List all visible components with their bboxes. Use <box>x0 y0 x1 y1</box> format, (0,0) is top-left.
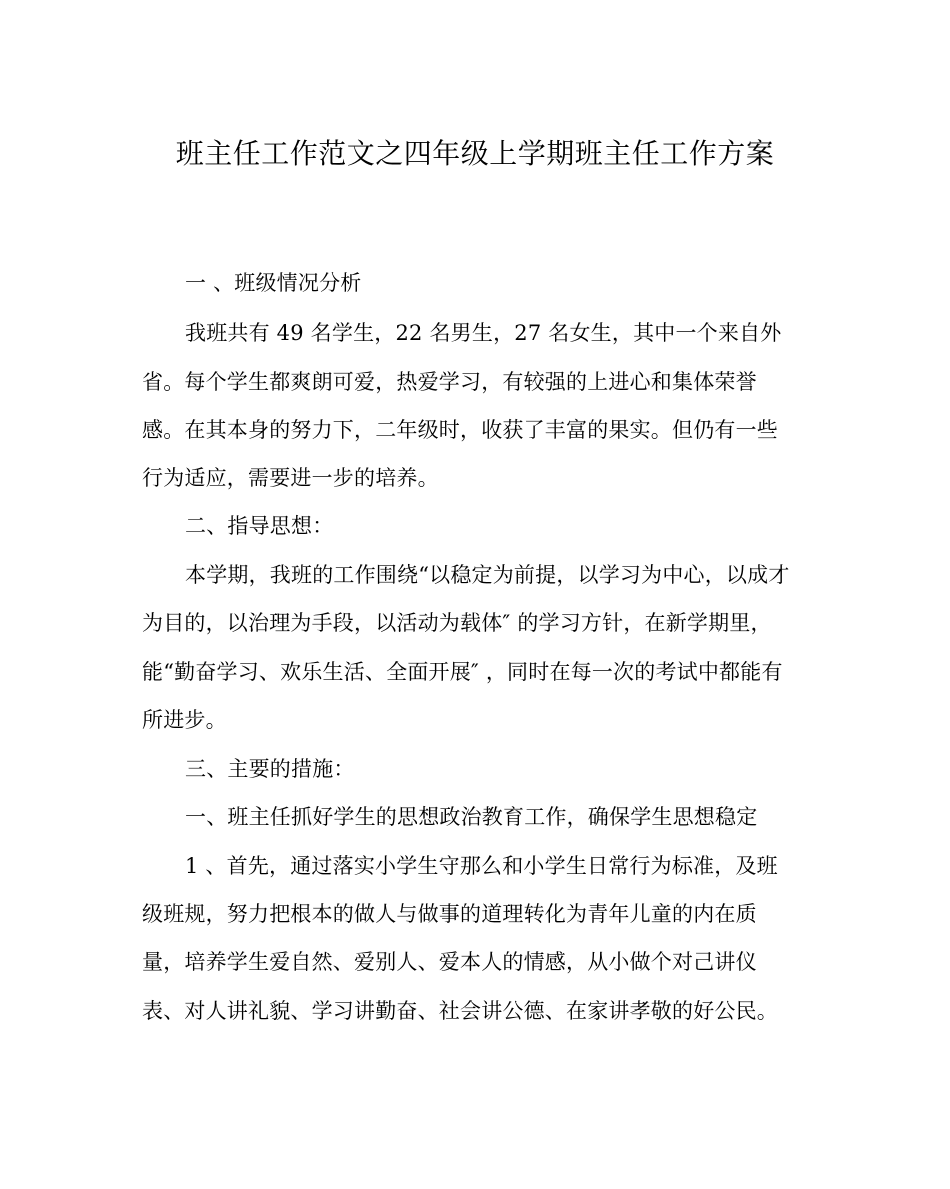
paragraph-line: 本学期，我班的工作围绕“以稳定为前提，以学习为中心，以成才 <box>185 563 790 587</box>
subsection-heading: 一、班主任抓好学生的思想政治教育工作，确保学生思想稳定 <box>185 805 758 829</box>
paragraph-line: 行为适应，需要进一步的培养。 <box>142 466 439 490</box>
paragraph-line: 为目的，以治理为手段，以活动为载体″ 的学习方针，在新学期里， <box>142 611 772 635</box>
paragraph-line: 感。在其本身的努力下，二年级时，收获了丰富的果实。但仍有一些 <box>142 418 778 442</box>
paragraph-line: 省。每个学生都爽朗可爱，热爱学习，有较强的上进心和集体荣誉 <box>142 370 757 394</box>
paragraph-line: 我班共有 49 名学生，22 名男生，27 名女生，其中一个来自外 <box>185 321 782 345</box>
paragraph-line: 级班规，努力把根本的做人与做事的道理转化为青年儿童的内在质 <box>142 902 757 926</box>
section-heading-class-analysis: 一 、班级情况分析 <box>185 271 362 295</box>
paragraph-line: 表、对人讲礼貌、学习讲勤奋、社会讲公德、在家讲孝敬的好公民。 <box>142 999 778 1023</box>
paragraph-line: 1 、首先，通过落实小学生守那么和小学生日常行为标准，及班 <box>185 854 778 878</box>
paragraph-line: 所进步。 <box>142 708 227 732</box>
paragraph-line: 量，培养学生爱自然、爱别人、爱本人的情感，从小做个对己讲仪 <box>142 950 757 974</box>
section-heading-guiding-ideology: 二、指导思想： <box>185 514 334 538</box>
paragraph-line: 能“勤奋学习、欢乐生活、全面开展″ ，同时在每一次的考试中都能有 <box>142 660 783 684</box>
section-heading-main-measures: 三、主要的措施： <box>185 757 355 781</box>
document-title: 班主任工作范文之四年级上学期班主任工作方案 <box>175 137 775 170</box>
